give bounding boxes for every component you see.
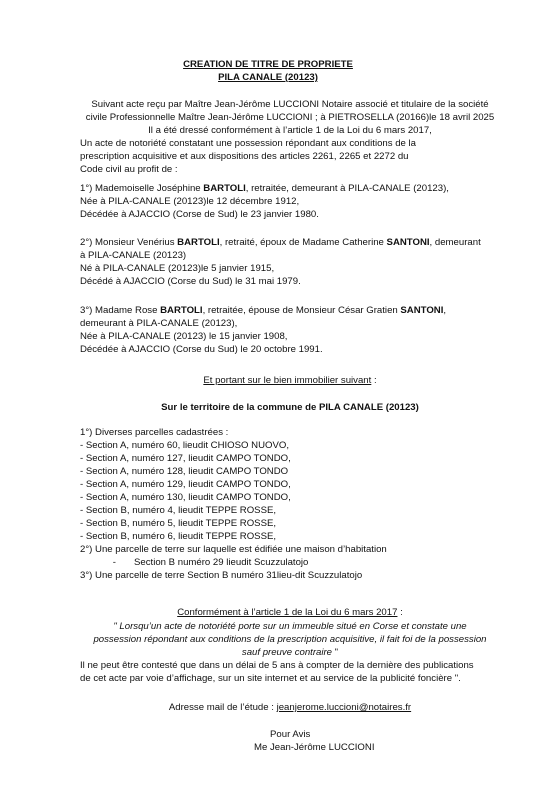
contact-line: Adresse mail de l’étude : jeanjerome.luccioni@notaires.fr <box>168 702 412 713</box>
parcel-list-header: 1°) Diverses parcelles cadastrées : <box>80 427 229 438</box>
law-quote-line: sauf preuve contraire " <box>241 647 339 658</box>
beneficiary-birth: Née à PILA-CANALE (20123) le 15 janvier 1908, <box>80 331 288 342</box>
beneficiary-spouse-surname: SANTONI <box>386 237 430 248</box>
beneficiary-birth: Née à PILA-CANALE (20123)le 12 décembre 1912, <box>80 196 300 207</box>
parcel-item: - Section A, numéro 128, lieudit CAMPO TONDO <box>80 466 289 477</box>
intro-line: Il a été dressé conformément à l’article 1 de la Loi du 6 mars 2017, <box>148 125 432 136</box>
intro-line: Suivant acte reçu par Maître Jean-Jérôme LUCCIONI Notaire associé et titulaire de la société <box>91 99 489 110</box>
notice-subtitle: PILA CANALE (20123) <box>218 72 318 83</box>
beneficiary-1 <box>80 182 500 221</box>
closing-signature: Me Jean-Jérôme LUCCIONI <box>254 742 375 753</box>
parcel-item-2-sub: - Section B numéro 29 lieudit Scuzzulatojo <box>80 556 500 569</box>
property-heading: Et portant sur le bien immobilier suivant : <box>203 375 377 386</box>
beneficiary-surname: BARTOLI <box>203 183 246 194</box>
parcel-item: - Section B, numéro 4, lieudit TEPPE ROSSE, <box>80 505 277 516</box>
beneficiary-3 <box>80 304 500 356</box>
beneficiary-surname: BARTOLI <box>160 305 203 316</box>
beneficiary-death: Décédée à AJACCIO (Corse de Sud) le 23 janvier 1980. <box>80 209 319 220</box>
parcel-item: - Section A, numéro 127, lieudit CAMPO TONDO, <box>80 453 291 464</box>
parcel-item: - Section A, numéro 130, lieudit CAMPO TONDO, <box>80 492 291 503</box>
parcel-item: - Section A, numéro 60, lieudit CHIOSO NUOVO, <box>80 440 290 451</box>
law-quote-line: " Lorsqu’un acte de notoriété porte sur un immeuble situé en Corse et constate une <box>113 621 467 632</box>
parcel-item: - Section B, numéro 5, lieudit TEPPE ROSSE, <box>80 518 277 529</box>
parcel-item-2: 2°) Une parcelle de terre sur laquelle est édifiée une maison d’habitation <box>80 544 387 555</box>
beneficiary-surname: BARTOLI <box>177 237 220 248</box>
territory-heading: Sur le territoire de la commune de PILA CANALE (20123) <box>161 402 419 413</box>
intro-line: civile Professionnelle Maître Jean-Jérôme LUCCIONI ; à PIETROSELLA (20166)le 18 avril 2025 <box>85 112 495 123</box>
beneficiary-2 <box>80 236 500 288</box>
law-quote-line: possession répondant aux conditions de la prescription acquisitive, il fait foi de la possession <box>93 634 487 645</box>
email-link[interactable]: jeanjerome.luccioni@notaires.fr <box>276 702 412 713</box>
notice-title: CREATION DE TITRE DE PROPRIETE <box>183 59 353 70</box>
intro-line: Code civil au profit de : <box>80 164 178 175</box>
parcel-item-3: 3°) Une parcelle de terre Section B numéro 31lieu-dit Scuzzulatojo <box>80 570 363 581</box>
beneficiary-death: Décédé à AJACCIO (Corse du Sud) le 31 mai 1979. <box>80 276 301 287</box>
beneficiary-address: demeurant à PILA-CANALE (20123), <box>80 318 238 329</box>
parcel-item: - Section B, numéro 6, lieudit TEPPE ROSSE, <box>80 531 277 542</box>
beneficiary-name-line: 2°) Monsieur Venérius BARTOLI, retraité, époux de Madame Catherine SANTONI, demeurant <box>80 237 481 248</box>
beneficiary-address: à PILA-CANALE (20123) <box>80 250 187 261</box>
parcel-item: - Section A, numéro 129, lieudit CAMPO TONDO, <box>80 479 291 490</box>
law-heading: Conformément à l’article 1 de la Loi du 6 mars 2017 : <box>177 607 403 618</box>
beneficiary-birth: Né à PILA-CANALE (20123)le 5 janvier 1915, <box>80 263 275 274</box>
closing <box>254 728 470 754</box>
intro-paragraph <box>80 98 500 176</box>
intro-line: prescription acquisitive et aux dispositions des articles 2261, 2265 et 2272 du <box>80 151 409 162</box>
law-quote <box>80 620 500 685</box>
bullet: - <box>112 557 116 568</box>
beneficiary-name-line: 3°) Madame Rose BARTOLI, retraitée, épouse de Monsieur César Gratien SANTONI, <box>80 305 447 316</box>
intro-line: Un acte de notoriété constatant une possession répondant aux conditions de la <box>80 138 417 149</box>
beneficiary-death: Décédée à AJACCIO (Corse du Sud) le 20 octobre 1991. <box>80 344 323 355</box>
parcel-list <box>80 426 500 582</box>
law-text-line: de cet acte par voie d’affichage, sur un site internet et au service de la publicité foncière ". <box>80 673 461 684</box>
closing-line: Pour Avis <box>270 729 311 740</box>
beneficiary-name-line: 1°) Mademoiselle Joséphine BARTOLI, retraitée, demeurant à PILA-CANALE (20123), <box>80 183 449 194</box>
beneficiary-spouse-surname: SANTONI <box>400 305 444 316</box>
law-text-line: Il ne peut être contesté que dans un délai de 5 ans à compter de la dernière des publications <box>80 660 474 671</box>
